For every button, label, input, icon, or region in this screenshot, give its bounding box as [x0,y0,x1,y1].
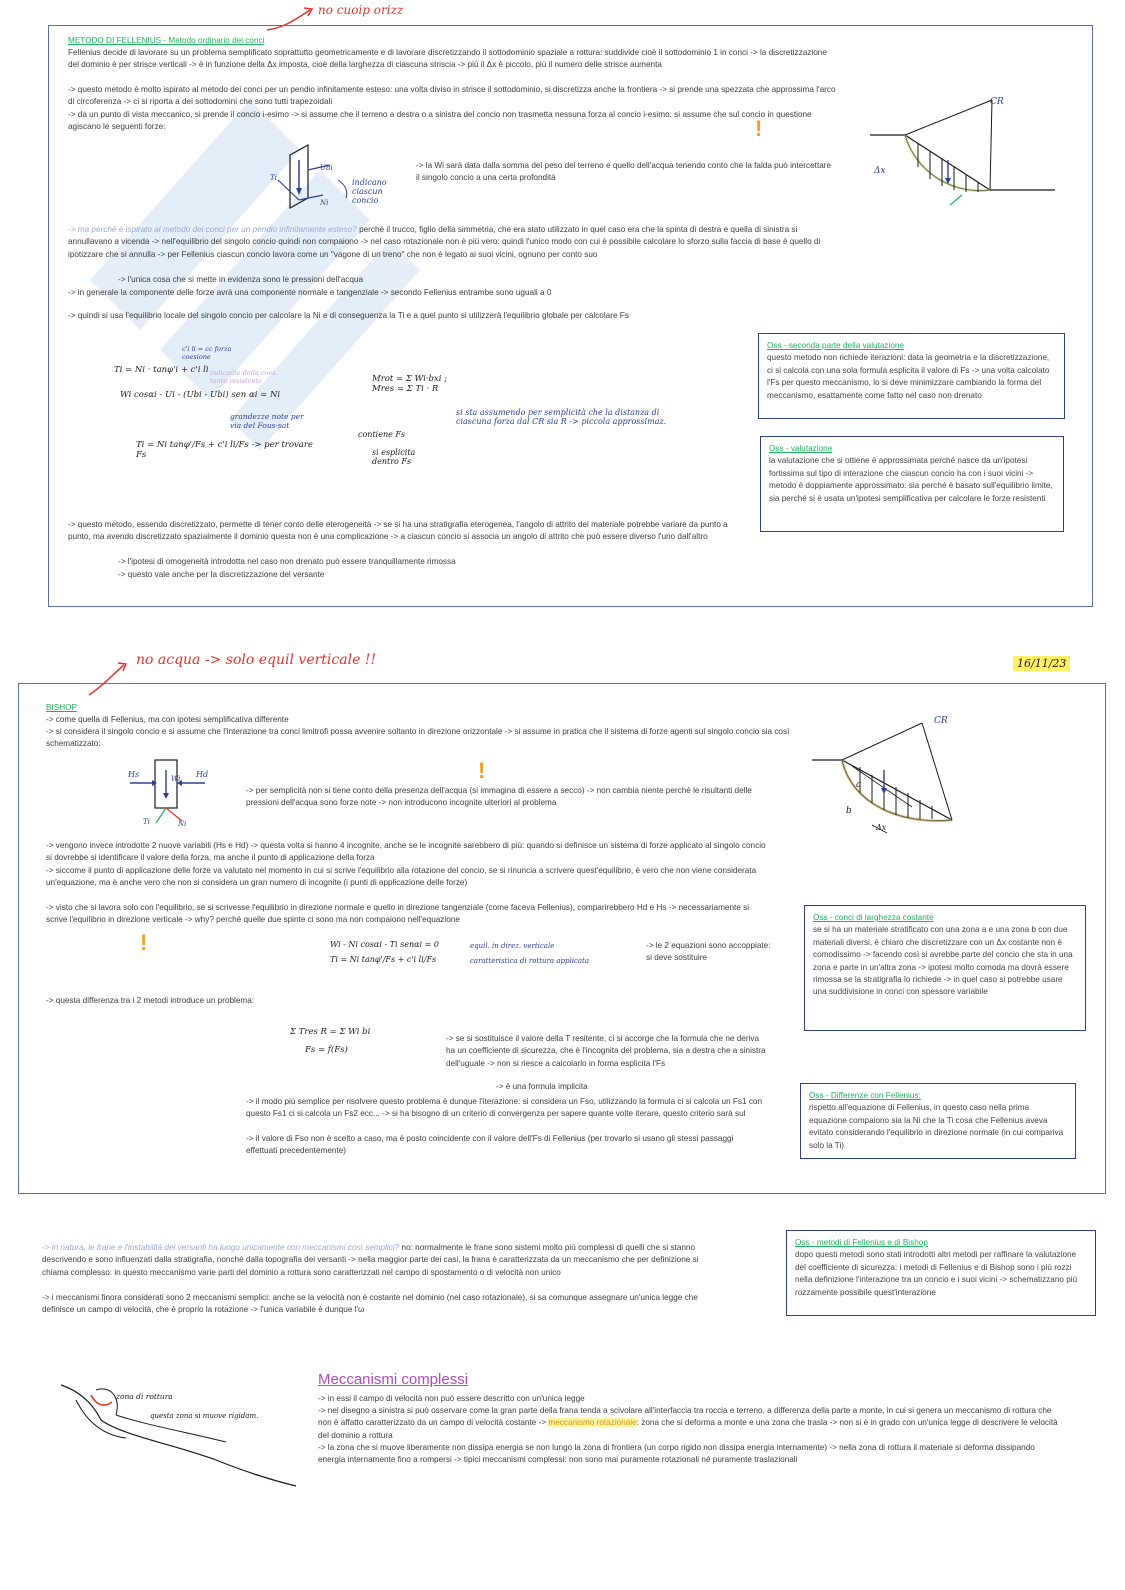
bishop-eq2: Ti = Ni tanφ'/Fs + c'i li/Fs [330,955,437,964]
note-semp: si sta assumendo per semplicità che la distanza di ciascuna forza dal CR sia R -> piccola approssimaz. [456,408,667,426]
note-zona-rottura: zona di rottura [116,1392,173,1401]
oss-metodi: Oss - metodi di Fellenius e di Bishop dopo questi metodi sono stati introdotti altri metodi per raffinare la valutazione del coefficiente di sicurezza: i metodi di Fellenius e di Bishop sono i più rozzi nella definizione l'interazione tra un concio e i suoi vicini -> schematizzano più rozzamente possibile quest'interazione [786,1230,1096,1316]
fellenius-heading: METODO DI FELLENIUS - Metodo ordinario dei conci [68,36,265,45]
bishop-ann1: equil. in direz. verticale [470,942,555,950]
dx-label-1: Δx [874,166,886,176]
note-esplic: si esplicita dentro Fs [372,448,416,466]
note-cc: c'i li = cc forza coesione [182,345,232,361]
bishop-p5: -> siccome il punto di applicazione delle forze va valutato nel momento in cui si scrive l'equilibrio alla rotazione del concio, se si rinuncia a scrivere quest'equilibrio, è vero che non viene considerata un'equazione, ma è anche vero che non si considera un gran numero di incognite (i punti di applicazione delle forze) [46,866,757,888]
slope-diagram-fellenius [870,95,1070,210]
complex-mechanism-diagram [56,1380,306,1490]
ni-label: Ni [178,820,187,828]
fellenius-p5: -> ma perché è ispirato al metodo dei conci per un pendio infinitamente esteso? perché il trucco, figlio della simmetria, che era stato utilizzato in quel caso era che la spinta di destra e quella di sinistra si annullavano a vicenda -> nell'equilibrio del singolo concio quindi non compaiono -> nel caso rotazionale non è più vero: quindi l'unico modo con cui è possibile calcolare lo sforzo sulla faccia di base è quello di ipotizzare che si annulla -> per Fellenius ciascun concio lavora come un "vagone di un treno" che non è legato ai suoi vicini, ognuno per conto suo [68,225,821,259]
date-label: 16/11/23 [1013,656,1070,671]
bishop-p2: -> si considera il singolo concio e si assume che l'interazione tra conci limitrofi possa avvenire soltanto in direzione orizzontale -> si assume in pratica che il sistema di forze agenti sul singolo concio sia così schematizzato: [46,727,790,749]
fellenius-p4: -> la Wi sarà data dalla somma del peso del terreno e quello dell'acqua tenendo conto che la falda può intercettare il singolo concio a una certa profondità [416,161,832,183]
bishop-sum: Σ Tres R = Σ Wi bi [290,1027,371,1037]
dx-label-2: Δx [876,823,887,832]
eq-ti: Ti = Ni tanφ'/Fs + c'i li/Fs -> per trovare Fs [136,440,313,460]
bishop-p1: -> come quella di Fellenius, ma con ipotesi semplificativa differente [46,715,289,724]
natura-p2: -> i meccanismi finora considerati sono 2 meccanismi semplici: anche se la velocità non è costante nel dominio (nel caso rotazionale), si sa comunque assegnare un'unica legge che definisce un campo di velocità, che è proprio la rotazione -> l'unica variabile è dunque l'ω [42,1293,698,1315]
note-zona-trasla: questa zona si muove rigidam. [150,1412,259,1420]
svg-text:Ni: Ni [320,199,329,207]
hd-label: Hd [196,770,209,779]
note-grand: grandezze note per via del Fous-sat [230,412,304,430]
bishop-p3: -> per semplicità non si tiene conto della presenza dell'acqua (si immagina di essere a secco) -> non cambia niente perché le risultanti delle pressioni dell'acqua sono forze note -> non introducono incognite ulteriori al problema [246,786,752,808]
fellenius-p2: -> questo metodo è molto ispirato al metodo dei conci per un pendio infinitamente esteso: una volta diviso in strisce il sottodominio, si discretizza anche la frontiera -> si prende una spezzata che approssima l'arco di circoferenza -> ci si riporta a dei sottodomini che sono tutti trapezoidali [68,85,836,107]
note-no-cuoip: no cuoip orizz [318,3,404,17]
exclamation-icon: ! [140,930,148,955]
fellenius-p9: -> questo metodo, essendo discretizzato, permette di tener conto delle eterogeneità -> se si ha una stratigrafia eterogenea, l'angolo di attrito del materiale potrebbe variare da punto a punto, ma avendo discretizzato spazialmente il dominio questa non è una complicazione -> a ciascun concio si associa un angolo di attrito che può essere diverso l'uno dall'altro [68,520,728,542]
zone-a-label: a [856,780,862,790]
fellenius-p6: -> l'unica cosa che si mette in evidenza sono le pressioni dell'acqua [118,275,364,284]
complessi-p1: -> in essi il campo di velocità non può essere descritto con un'unica legge [318,1394,585,1403]
slope-diagram-bishop [812,715,982,835]
bishop-ann2: caratteristica di rottura applicata [470,957,590,965]
fellenius-p1: Fellenius decide di lavorare su un problema semplificato soprattutto geometricamente e di lavorare discretizzando il sottodominio spaziale a rottura: suddivide cioè il sottodominio 1 in conci -> la discretizzazione del dominio è per strisce verticali -> è in funzione della Δx imposta, cioè della larghezza di ciascuna striscia -> più il Δx è piccolo, più il numero delle strisce aumenta [68,48,827,70]
eq-w: Wi cosαi - Ui - (Ubi - Ubi) sen αi = Ni [120,390,281,400]
complessi-p2: -> nel disegno a sinistra si può osservare come la gran parte della frana tenda a scivolare all'interfaccia tra roccia e terreno, a differenza della parte a monte, in cui si genera un meccanismo di rottura che non è affatto caratterizzato da un campo di velocità costante -> meccanismo rotazionale: zona che si deforma a monte e una zona che trasla -> non si è in grado con un'unica legge di descrivere le velocità del dominio a rottura [318,1406,1058,1440]
eq-tan: Ti = Ni · tanφ'i + c'i li [114,365,209,375]
note-contiene: contiene Fs [358,430,406,439]
oss-differenze: Oss - Differenze con Fellenius: rispetto all'equazione di Fellenius, in questo caso nella prima equazione compaiono sia la Ni che la Ti cosa che Fellenius aveva evitato considerando l'equilibrio in direzione normale (in cui compariva solo la Ti) [800,1083,1076,1159]
bishop-p4: -> vengono invece introdotte 2 nuove variabili (Hs e Hd) -> questa volta si hanno 4 incognite, anche se le incognite sarebbero di più: quando si definisce un sistema di forze applicato al singolo concio si dovrebbe si identificare il valore della forza, ma anche il punto di applicazione della forza [46,841,766,863]
oss-seconda-parte: Oss - seconda parte della valutazione questo metodo non richiede iterazioni: data la geometria e la discretizzazione, ci si calcola con una sola formula esplicita il valore di Fs -> una volta calcolato l'Fs per questo meccanismo, lo si deve minimizzare cambiando la forma del meccanismo, esattamente come fatto nel caso non drenato [758,333,1065,419]
natura-p1: -> in natura, le frane e l'instabilità dei versanti ha luogo unicamente con meccanismi così semplici? no: normalmente le frane sono sistemi molto più complessi di quelli che si stanno descrivendo e sono influenzati dalla stratigrafia, nonché dalla topografia dei versanti -> nella maggior parte dei casi, la frana è caratterizzata da un meccanismo che per definizione si chiama complesso: in questo meccanismo varie parti del dominio a rottura sono caratterizzati nel campo di spostamento o di velocità non unico [42,1243,699,1277]
exclamation-icon: ! [478,758,486,783]
svg-text:Ti: Ti [270,174,277,182]
bishop-p10: -> è una formula implicita [496,1082,588,1091]
fellenius-p3: -> da un punto di vista meccanico, si prende il concio i-esimo -> si assume che il terreno a destra o a sinistra del concio non trasmetta nessuna forza al concio i-esimo: si assume che sul concio in questione agiscano le seguenti forze: [68,110,812,132]
bishop-p11: -> il modo più semplice per risolvere questo problema è dunque l'iterazione: si considera un Fso, utilizzando la formula ci si calcola un Fs1 con questo Fs1 ci si calcola un Fs2 ecc... -> si ha bisogno di un criterio di convergenza per sapere quante volte iterare, questo criterio sarà sul [246,1097,763,1119]
hs-label: Hs [128,770,140,779]
fellenius-p7: -> in generale la componente delle forze avrà una componente normale e tangenziale -> secondo Fellenius entrambe sono uguali a 0 [68,288,552,297]
oss-valutazione: Oss - valutazione la valutazione che si ottiene è approssimata perché nasce da un'ipotesi fortissima sul tipo di interazione che ciascun concio ha con i suoi vicini -> metodo è doppiamente approssimato: sia perché è basato sull'equilibrio limite, sia perché si è usata un'ipotesi semplificativa per calcolare le forze resistenti [760,436,1064,532]
fellenius-p11: -> questo vale anche per la discretizzazione del versante [118,570,325,579]
note-indicano: indicano ciascun concio [352,178,387,205]
exclamation-icon: ! [755,116,763,141]
fellenius-p8: -> quindi si usa l'equilibrio locale del singolo concio per calcolare la Ni e di conseguenza la Ti e a quel punto si utilizzerà l'equilibrio globale per calcolare Fs [68,311,629,320]
cr-label-1: CR [990,97,1004,107]
bishop-eq1: Wi - Ni cosαi - Ti senαi = 0 [330,940,439,949]
bishop-concio-diagram [120,755,220,835]
complessi-p3: -> la zona che si muove liberamente non dissipa energia se non lungo la zona di frontiera (un corpo rigido non dissipa energia internamente) -> nella zona di rottura il materiale si deforma dissipando energia internamente fino a rompersi -> tipici meccanismi complessi: non sono mai puramente rotazionali né puramente traslazionali [318,1443,1035,1465]
bishop-fs: Fs = f(Fs) [305,1045,348,1055]
complessi-title: Meccanismi complessi [318,1371,469,1388]
bishop-p7: -> le 2 equazioni sono accoppiate: si deve sostituire [646,941,771,963]
wi-label: Wi [171,775,181,783]
note-resist: indicante della coes. tante resistente [210,369,278,385]
bishop-p12: -> il valore di Fso non è scelto a caso, ma è posto coincidente con il valore dell'Fs di Fellenius (per trovarlo si usano gli stessi passaggi effettuati precedentemente) [246,1134,734,1156]
eq-moments: Mrot = Σ Wi·bxi ; Mres = Σ Ti · R [372,374,448,394]
bishop-p8: -> questa differenza tra i 2 metodi introduce un problema: [46,996,255,1005]
fellenius-p10: -> l'ipotesi di omogeneità introdotta nel caso non drenato può essere tranquillamente rimossa [118,557,456,566]
bishop-heading: BISHOP [46,703,77,712]
ti-label: Ti [143,818,150,826]
svg-text:Ubi: Ubi [320,164,333,172]
cr-label-2: CR [934,716,948,726]
bishop-p6: -> visto che si lavora solo con l'equilibrio, se si scrivesse l'equilibrio in direzione normale e quello in direzione tangenziale (come faceva Fellenius), comparirebbero Hd e Hs -> necessariamente si scrive l'equilibrio in direzione verticale -> why? perché quelle due spinte ci sono ma non compaiono nell'equazione [46,903,750,925]
note-no-acqua: no acqua -> solo equil verticale !! [136,652,377,668]
oss-larghezza-costante: Oss - conci di larghezza costante se si ha un materiale stratificato con una zona a e una zona b con due materiali diversi, è chiaro che discretizzare con un Δx costante non è comodissimo -> facendo così si avrebbe parte del concio che sta in una zona e parte in un'altra zona -> ipotesi molto comoda ma dovrà essere rimossa se la stratigrafia lo richiede -> in quel caso si potrebbe usare una suddivisione in conci con spessore variabile [804,905,1086,1031]
bishop-p9: -> se si sostituisce il valore della T resitente, ci si accorge che la formula che ne deriva ha un coefficiente di sicurezza, che è l'incognita del problema, sia a destra che a sinistra dell'uguale -> non si riesce a calcolarlo in forma esplicita l'Fs [446,1034,766,1068]
zone-b-label: b [846,806,852,816]
